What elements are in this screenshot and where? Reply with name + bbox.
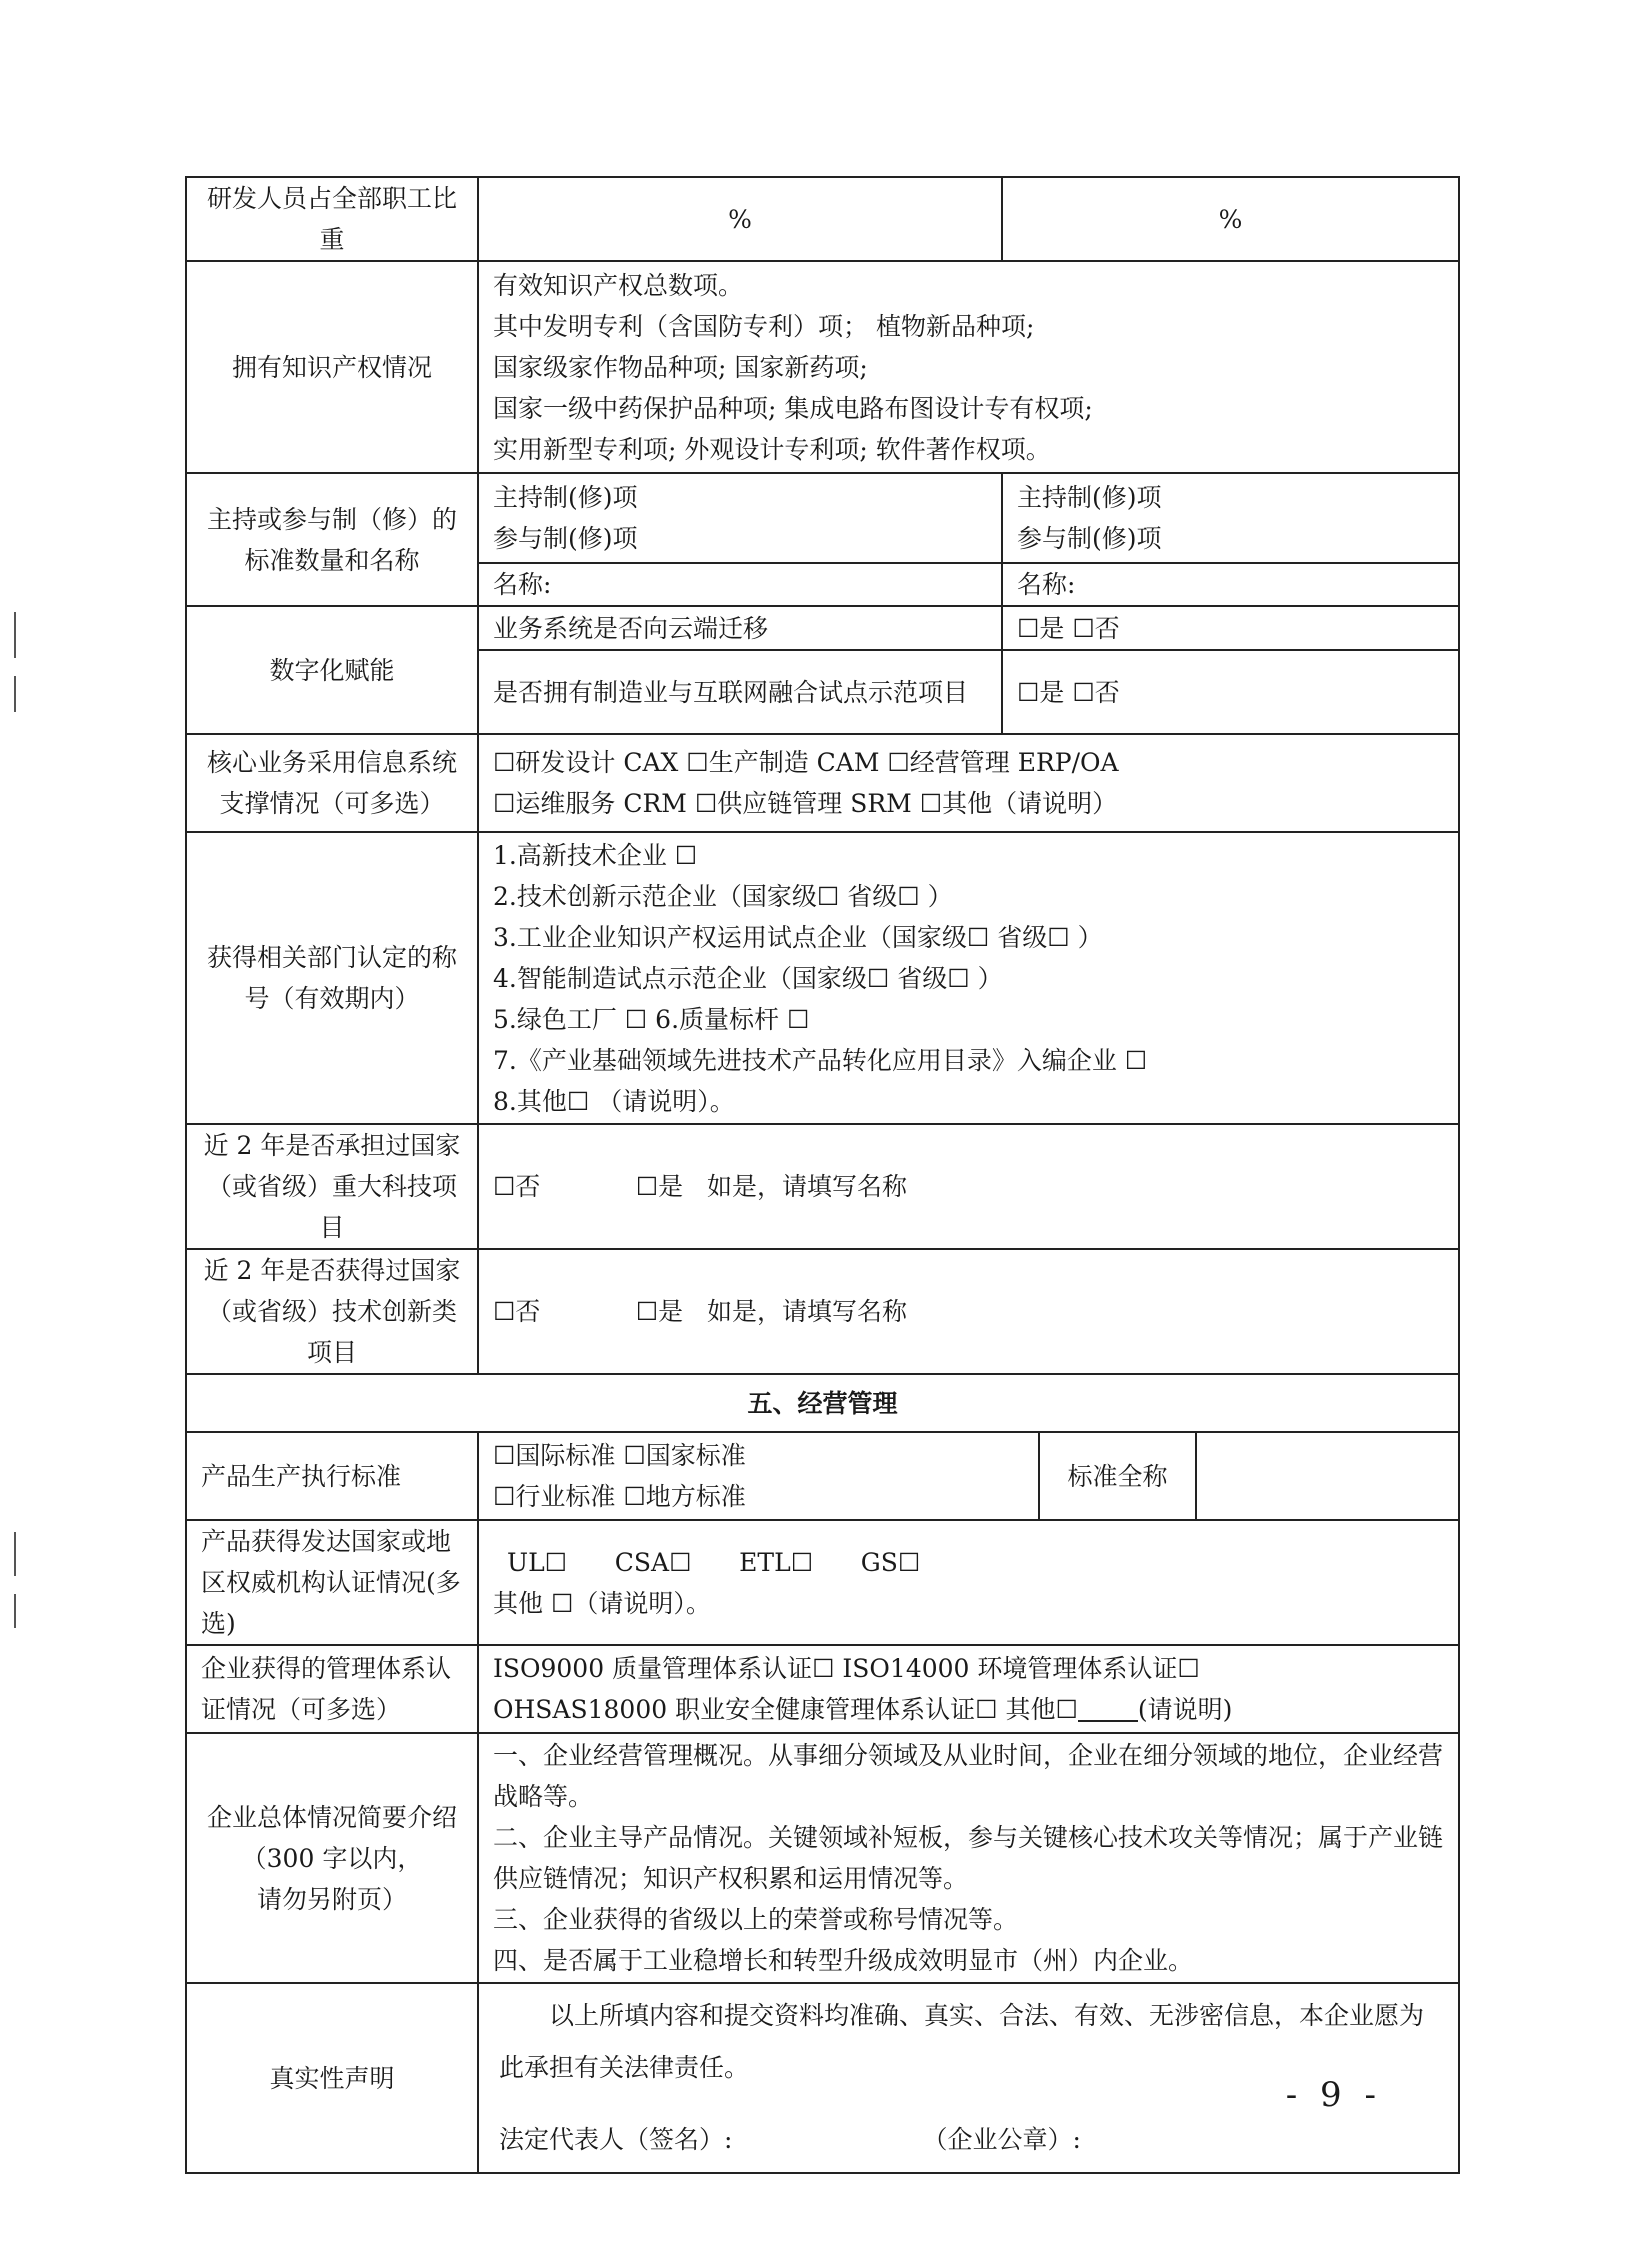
ip-row [186, 261, 1459, 473]
overview-label-line: 请勿另附页） [256, 1884, 407, 1914]
rd-ratio-value-1[interactable]: % [478, 177, 1002, 261]
ip-content[interactable] [478, 261, 1459, 473]
info-systems-label: 核心业务采用信息系统支撑情况（可多选） [186, 734, 478, 832]
major-projects-answer[interactable]: ☐否 ☐是 如是，请填写名称 [478, 1124, 1459, 1249]
standards-host-left: 主持制(修)项 [493, 483, 638, 512]
overview-item: 二、企业主导产品情况。关键领域补短板，参与关键核心技术攻关等情况；属于产业链供应链情况；知识产权积累和运用情况等。 [493, 1823, 1444, 1893]
ip-line: 实用新型专利项; 外观设计专利项; 软件著作权项。 [493, 434, 1051, 464]
section-title: 五、经营管理 [186, 1374, 1459, 1432]
declaration-text: 以上所填内容和提交资料均准确、真实、合法、有效、无涉密信息，本企业愿为此承担有关法律责任。 [499, 2001, 1425, 2082]
titles-item: 7.《产业基础领域先进技术产品转化应用目录》入编企业 ☐ [493, 1045, 1148, 1075]
scan-mark [14, 676, 16, 712]
titles-item: 8.其他☐ （请说明）。 [493, 1086, 735, 1116]
standard-fullname-field[interactable] [1196, 1432, 1459, 1520]
ip-line: 其中发明专利（含国防专利）项； 植物新品种项; [493, 311, 1035, 341]
scan-mark [14, 612, 16, 658]
overview-row [186, 1733, 1459, 1983]
standards-label: 主持或参与制（修）的标准数量和名称 [186, 473, 478, 606]
info-systems-row [186, 734, 1459, 832]
titles-label: 获得相关部门认定的称号（有效期内） [186, 832, 478, 1124]
titles-item: 3.工业企业知识产权运用试点企业（国家级☐ 省级☐ ） [493, 922, 1103, 952]
innovation-projects-label: 近 2 年是否获得过国家（或省级）技术创新类项目 [186, 1249, 478, 1374]
product-standard-label: 产品生产执行标准 [186, 1432, 478, 1520]
company-seal: （企业公章）: [922, 2125, 1081, 2154]
rd-ratio-value-2[interactable]: % [1002, 177, 1459, 261]
overview-item: 一、企业经营管理概况。从事细分领域及从业时间，企业在细分领域的地位，企业经营战略等。 [493, 1741, 1444, 1811]
titles-item: 4.智能制造试点示范企业（国家级☐ 省级☐ ） [493, 963, 1003, 993]
scan-mark [14, 1532, 16, 1576]
ip-line: 国家级家作物品种项; 国家新药项; [493, 352, 868, 382]
standards-host-right: 主持制(修)项 [1017, 483, 1162, 512]
certification-row [186, 1520, 1459, 1645]
product-standard-options-row: ☐行业标准 ☐地方标准 [493, 1482, 746, 1511]
legal-rep-signature: 法定代表人（签名）: [499, 2125, 733, 2154]
overview-label-line: （300 字以内， [241, 1843, 423, 1873]
titles-item: 5.绿色工厂 ☐ 6.质量标杆 ☐ [493, 1004, 810, 1034]
info-systems-options-row: ☐研发设计 CAX ☐生产制造 CAM ☐经营管理 ERP/OA [493, 748, 1119, 777]
standard-fullname-label: 标准全称 [1039, 1432, 1196, 1520]
standards-name-right[interactable]: 名称: [1002, 563, 1459, 606]
signature-line [499, 2114, 1438, 2166]
overview-item: 四、是否属于工业稳增长和转型升级成效明显市（州）内企业。 [493, 1946, 1194, 1975]
rd-ratio-row [186, 177, 1459, 261]
major-projects-label: 近 2 年是否承担过国家（或省级）重大科技项目 [186, 1124, 478, 1249]
standards-left[interactable] [478, 473, 1002, 563]
digital-question-pilot: 是否拥有制造业与互联网融合试点示范项目 [478, 650, 1002, 734]
ip-label: 拥有知识产权情况 [186, 261, 478, 473]
digital-pilot-options[interactable]: ☐是 ☐否 [1002, 650, 1459, 734]
overview-label-line: 企业总体情况简要介绍 [206, 1802, 457, 1832]
overview-item: 三、企业获得的省级以上的荣誉或称号情况等。 [493, 1905, 1019, 1934]
page-number: - 9 - [1285, 2075, 1382, 2115]
certification-options-row: UL☐ CSA☐ ETL☐ GS☐ [507, 1547, 921, 1577]
innovation-projects-row [186, 1249, 1459, 1374]
titles-list[interactable] [478, 832, 1459, 1124]
product-standard-options-row: ☐国际标准 ☐国家标准 [493, 1441, 746, 1470]
standards-name-left[interactable]: 名称: [478, 563, 1002, 606]
ip-line: 国家一级中药保护品种项; 集成电路布图设计专有权项; [493, 393, 1093, 423]
mgmt-system-ohsas: OHSAS18000 职业安全健康管理体系认证☐ 其他☐ [493, 1695, 1078, 1724]
mgmt-system-options-row: ISO9000 质量管理体系认证☐ ISO14000 环境管理体系认证☐ [493, 1654, 1200, 1683]
info-systems-options[interactable] [478, 734, 1459, 832]
scan-mark [14, 1594, 16, 1628]
major-projects-row [186, 1124, 1459, 1249]
standards-right[interactable] [1002, 473, 1459, 563]
standards-join-right: 参与制(修)项 [1017, 524, 1162, 553]
overview-content[interactable] [478, 1733, 1459, 1983]
mgmt-system-label: 企业获得的管理体系认证情况（可多选） [186, 1645, 478, 1733]
rd-ratio-label: 研发人员占全部职工比重 [186, 177, 478, 261]
titles-item: 1.高新技术企业 ☐ [493, 840, 698, 870]
standards-join-left: 参与制(修)项 [493, 524, 638, 553]
digital-label: 数字化赋能 [186, 606, 478, 734]
declaration-label: 真实性声明 [186, 1983, 478, 2173]
mgmt-system-other-blank[interactable] [1078, 1694, 1138, 1722]
info-systems-options-row: ☐运维服务 CRM ☐供应链管理 SRM ☐其他（请说明） [493, 789, 1118, 818]
certification-options[interactable] [478, 1520, 1459, 1645]
mgmt-system-options[interactable] [478, 1645, 1459, 1733]
product-standard-options[interactable] [478, 1432, 1039, 1520]
ip-line: 有效知识产权总数项。 [493, 270, 744, 300]
titles-row [186, 832, 1459, 1124]
mgmt-system-note: (请说明) [1137, 1695, 1233, 1724]
titles-item: 2.技术创新示范企业（国家级☐ 省级☐ ） [493, 881, 953, 911]
application-form-table [185, 176, 1460, 2174]
product-standard-row [186, 1432, 1459, 1520]
digital-question-cloud: 业务系统是否向云端迁移 [478, 606, 1002, 650]
certification-label: 产品获得发达国家或地区权威机构认证情况(多选) [186, 1520, 478, 1645]
standards-row [186, 473, 1459, 563]
digital-row-1 [186, 606, 1459, 650]
overview-label [186, 1733, 478, 1983]
mgmt-system-options-row-2 [493, 1689, 1444, 1730]
mgmt-system-row [186, 1645, 1459, 1733]
section-header-row [186, 1374, 1459, 1432]
certification-other: 其他 ☐（请说明）。 [493, 1588, 711, 1618]
digital-cloud-options[interactable]: ☐是 ☐否 [1002, 606, 1459, 650]
declaration-row [186, 1983, 1459, 2173]
innovation-projects-answer[interactable]: ☐否 ☐是 如是，请填写名称 [478, 1249, 1459, 1374]
